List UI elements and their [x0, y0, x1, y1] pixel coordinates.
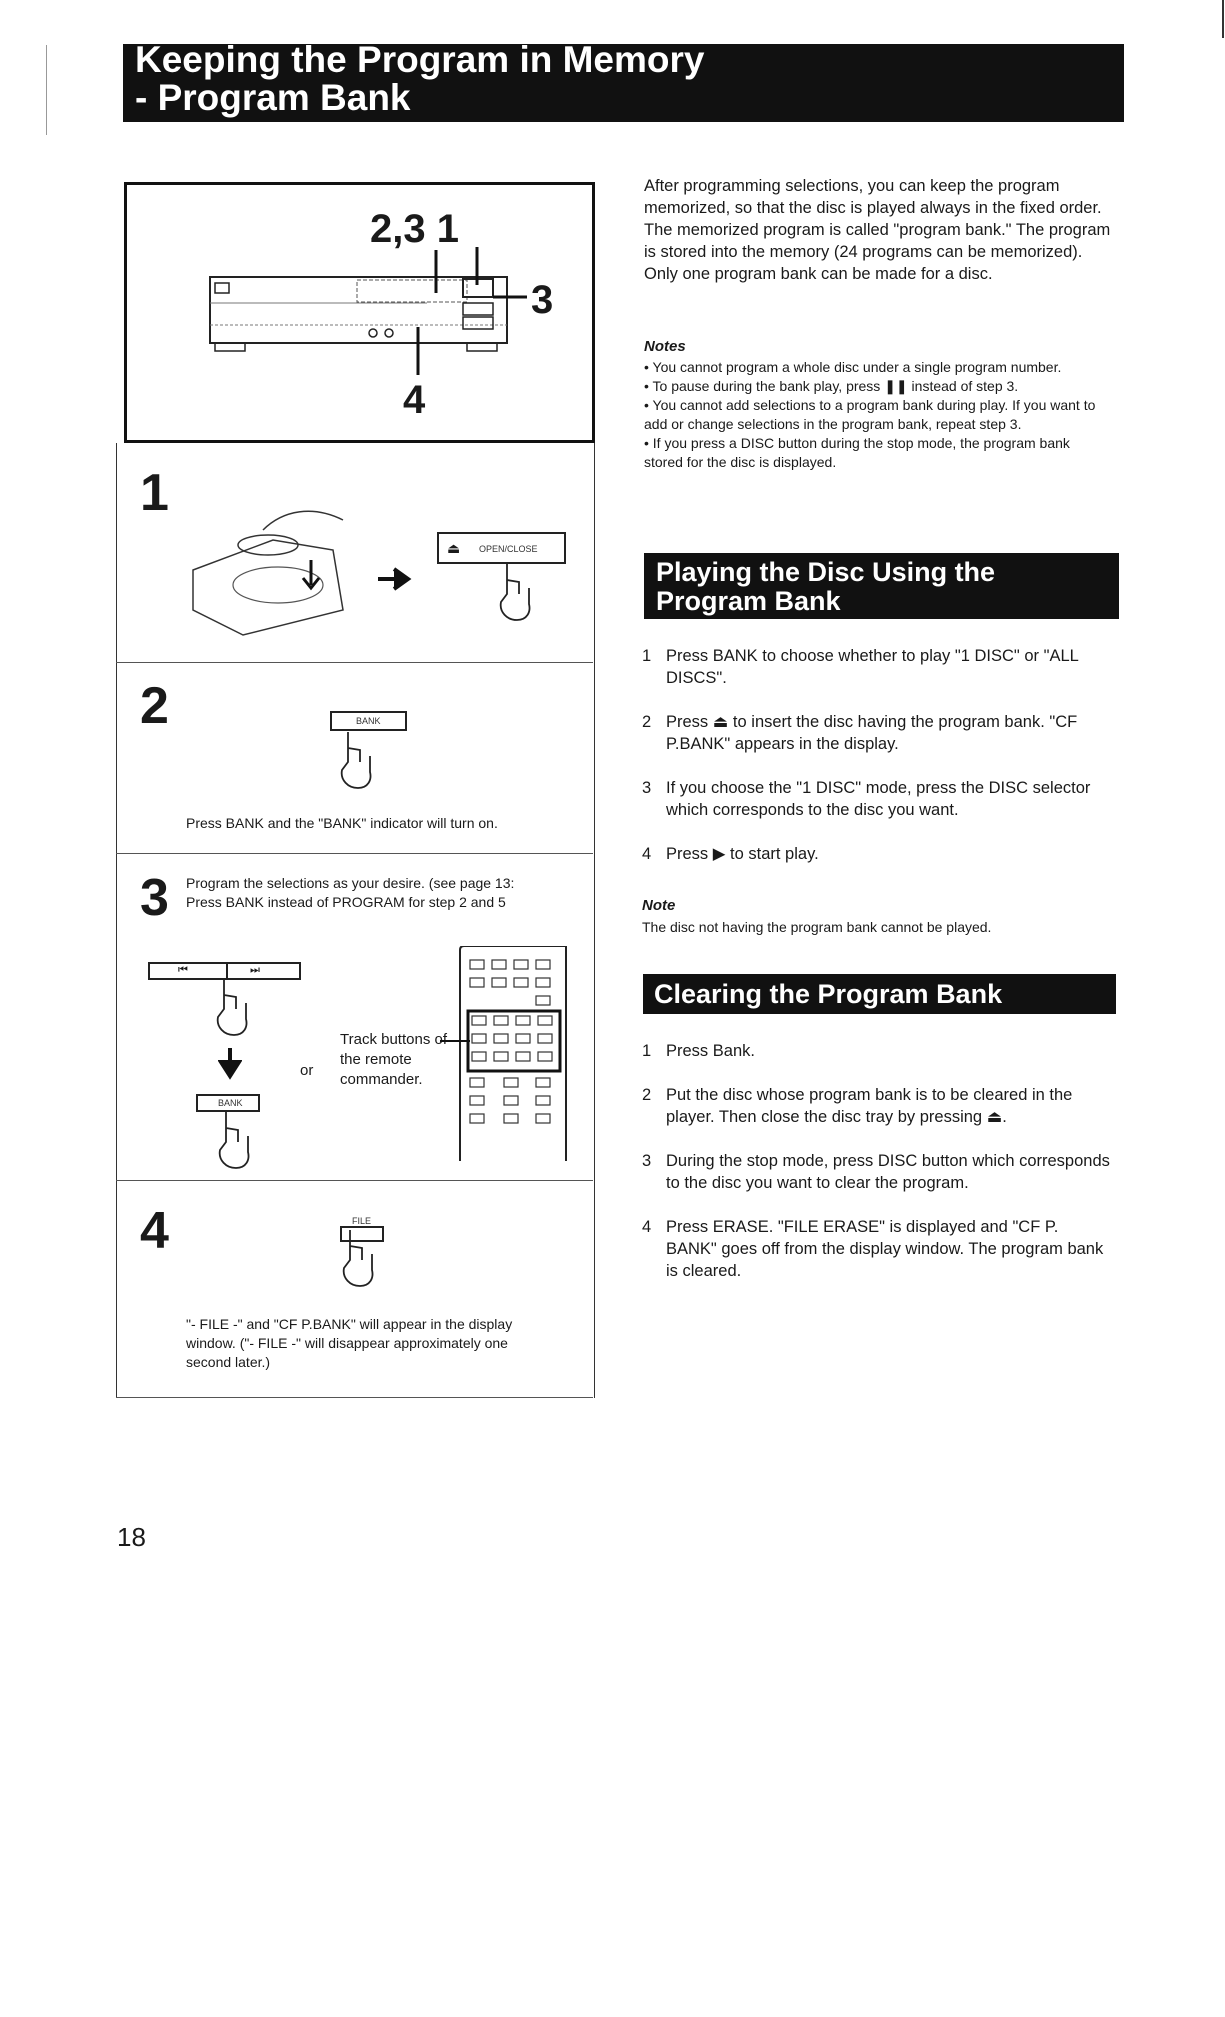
- step-number: 1: [642, 1042, 652, 1060]
- play-note-text: The disc not having the program bank cannot be played.: [642, 919, 992, 935]
- step-number: 4: [642, 845, 652, 863]
- callout-3: 3: [531, 278, 554, 322]
- or-label: or: [300, 1062, 314, 1079]
- finger-press-icon: [214, 1108, 254, 1172]
- step-text: During the stop mode, press DISC button which corresponds to the disc you want to clear the program.: [666, 1152, 1110, 1192]
- bank-button-label: BANK: [356, 716, 381, 726]
- page-number: 18: [117, 1522, 146, 1552]
- arrow-right-icon: [376, 565, 416, 593]
- step-1-number: 1: [140, 464, 169, 522]
- player-overview-diagram: [124, 182, 595, 443]
- next-track-icon: ⏭: [250, 964, 260, 976]
- callout-2-3-1: 2,3 1: [370, 207, 459, 251]
- note-item: • You cannot program a whole disc under a single program number.: [644, 359, 1062, 375]
- notes-list: [644, 358, 1112, 472]
- arrow-down-icon: [218, 1046, 242, 1080]
- step-text: Put the disc whose program bank is to be cleared in the player. Then close the disc tray by pressing ⏏.: [666, 1086, 1073, 1126]
- step-text: Press BANK to choose whether to play "1 DISC" or "ALL DISCS".: [666, 647, 1079, 687]
- divider: [116, 853, 593, 854]
- step-number: 2: [642, 713, 652, 731]
- divider: [116, 662, 593, 663]
- open-close-label: OPEN/CLOSE: [479, 544, 538, 554]
- callout-4: 4: [403, 378, 426, 422]
- step-number: 3: [642, 1152, 652, 1170]
- notes-heading: Notes: [644, 338, 686, 355]
- play-note-heading: Note: [642, 897, 676, 914]
- edge-mark: [1222, 0, 1224, 38]
- finger-press-icon: [212, 975, 252, 1039]
- note-item: • You cannot add selections to a program bank during play. If you want to add or change selections in the program bank, repeat step 3.: [644, 397, 1096, 432]
- section-heading-play: [644, 553, 1119, 619]
- step-text: Press ⏏ to insert the disc having the program bank. "CF P.BANK" appears in the display.: [666, 713, 1078, 753]
- finger-press-icon: [495, 560, 535, 624]
- finger-press-icon: [338, 1226, 378, 1290]
- step-4-number: 4: [140, 1202, 169, 1260]
- section-heading-play-line2: Program Bank: [656, 586, 841, 616]
- step-text: Press ▶ to start play.: [666, 845, 819, 863]
- step-text: Press ERASE. "FILE ERASE" is displayed and "CF P. BANK" goes off from the display window. The program bank is cleared.: [666, 1218, 1104, 1280]
- step-4-caption: "- FILE -" and "CF P.BANK" will appear in the display window. ("- FILE -" will disappear approximately one second later.): [186, 1316, 513, 1370]
- intro-paragraph: After programming selections, you can keep the program memorized, so that the disc is played always in the fixed order. The memorized program is called "program bank." The program is stored into the memory (24 programs can be memorized). Only one program bank can be made for a disc.: [644, 177, 1111, 283]
- section-heading-clear: [643, 974, 1116, 1014]
- cd-player-illustration: [127, 185, 592, 440]
- remote-track-buttons-label: Track buttons of the remote commander.: [340, 1031, 447, 1088]
- file-button-label: FILE: [352, 1216, 372, 1226]
- step-number: 3: [642, 779, 652, 797]
- step-number: 2: [642, 1086, 652, 1104]
- title-banner: [123, 39, 1124, 122]
- step-2-number: 2: [140, 677, 169, 735]
- remote-commander-illustration: [440, 946, 570, 1161]
- section-heading-clear-text: Clearing the Program Bank: [654, 979, 1003, 1009]
- edge-mark: [46, 45, 47, 135]
- step-text: If you choose the "1 DISC" mode, press the DISC selector which corresponds to the disc you want.: [666, 779, 1091, 819]
- divider: [116, 1180, 593, 1181]
- page-title-line2: - Program Bank: [135, 77, 411, 118]
- step-2-caption: Press BANK and the "BANK" indicator will turn on.: [186, 815, 498, 831]
- previous-track-icon: ⏮: [178, 964, 188, 976]
- section-heading-play-line1: Playing the Disc Using the: [656, 557, 996, 587]
- page-title-line1: Keeping the Program in Memory: [135, 39, 705, 80]
- bank-button-label: BANK: [218, 1098, 243, 1108]
- step-text: Press Bank.: [666, 1042, 755, 1060]
- note-item: • To pause during the bank play, press ❚❚ instead of step 3.: [644, 378, 1019, 394]
- step-number: 4: [642, 1218, 652, 1236]
- step-number: 1: [642, 647, 652, 665]
- finger-press-icon: [336, 728, 376, 792]
- note-item: • If you press a DISC button during the stop mode, the program bank stored for the disc is displayed.: [644, 435, 1070, 470]
- divider: [116, 1397, 593, 1398]
- eject-icon: ⏏: [447, 540, 461, 556]
- step-3-number: 3: [140, 869, 169, 927]
- step-3-caption: Program the selections as your desire. (see page 13: Press BANK instead of PROGRAM for step 2 and 5: [186, 875, 515, 910]
